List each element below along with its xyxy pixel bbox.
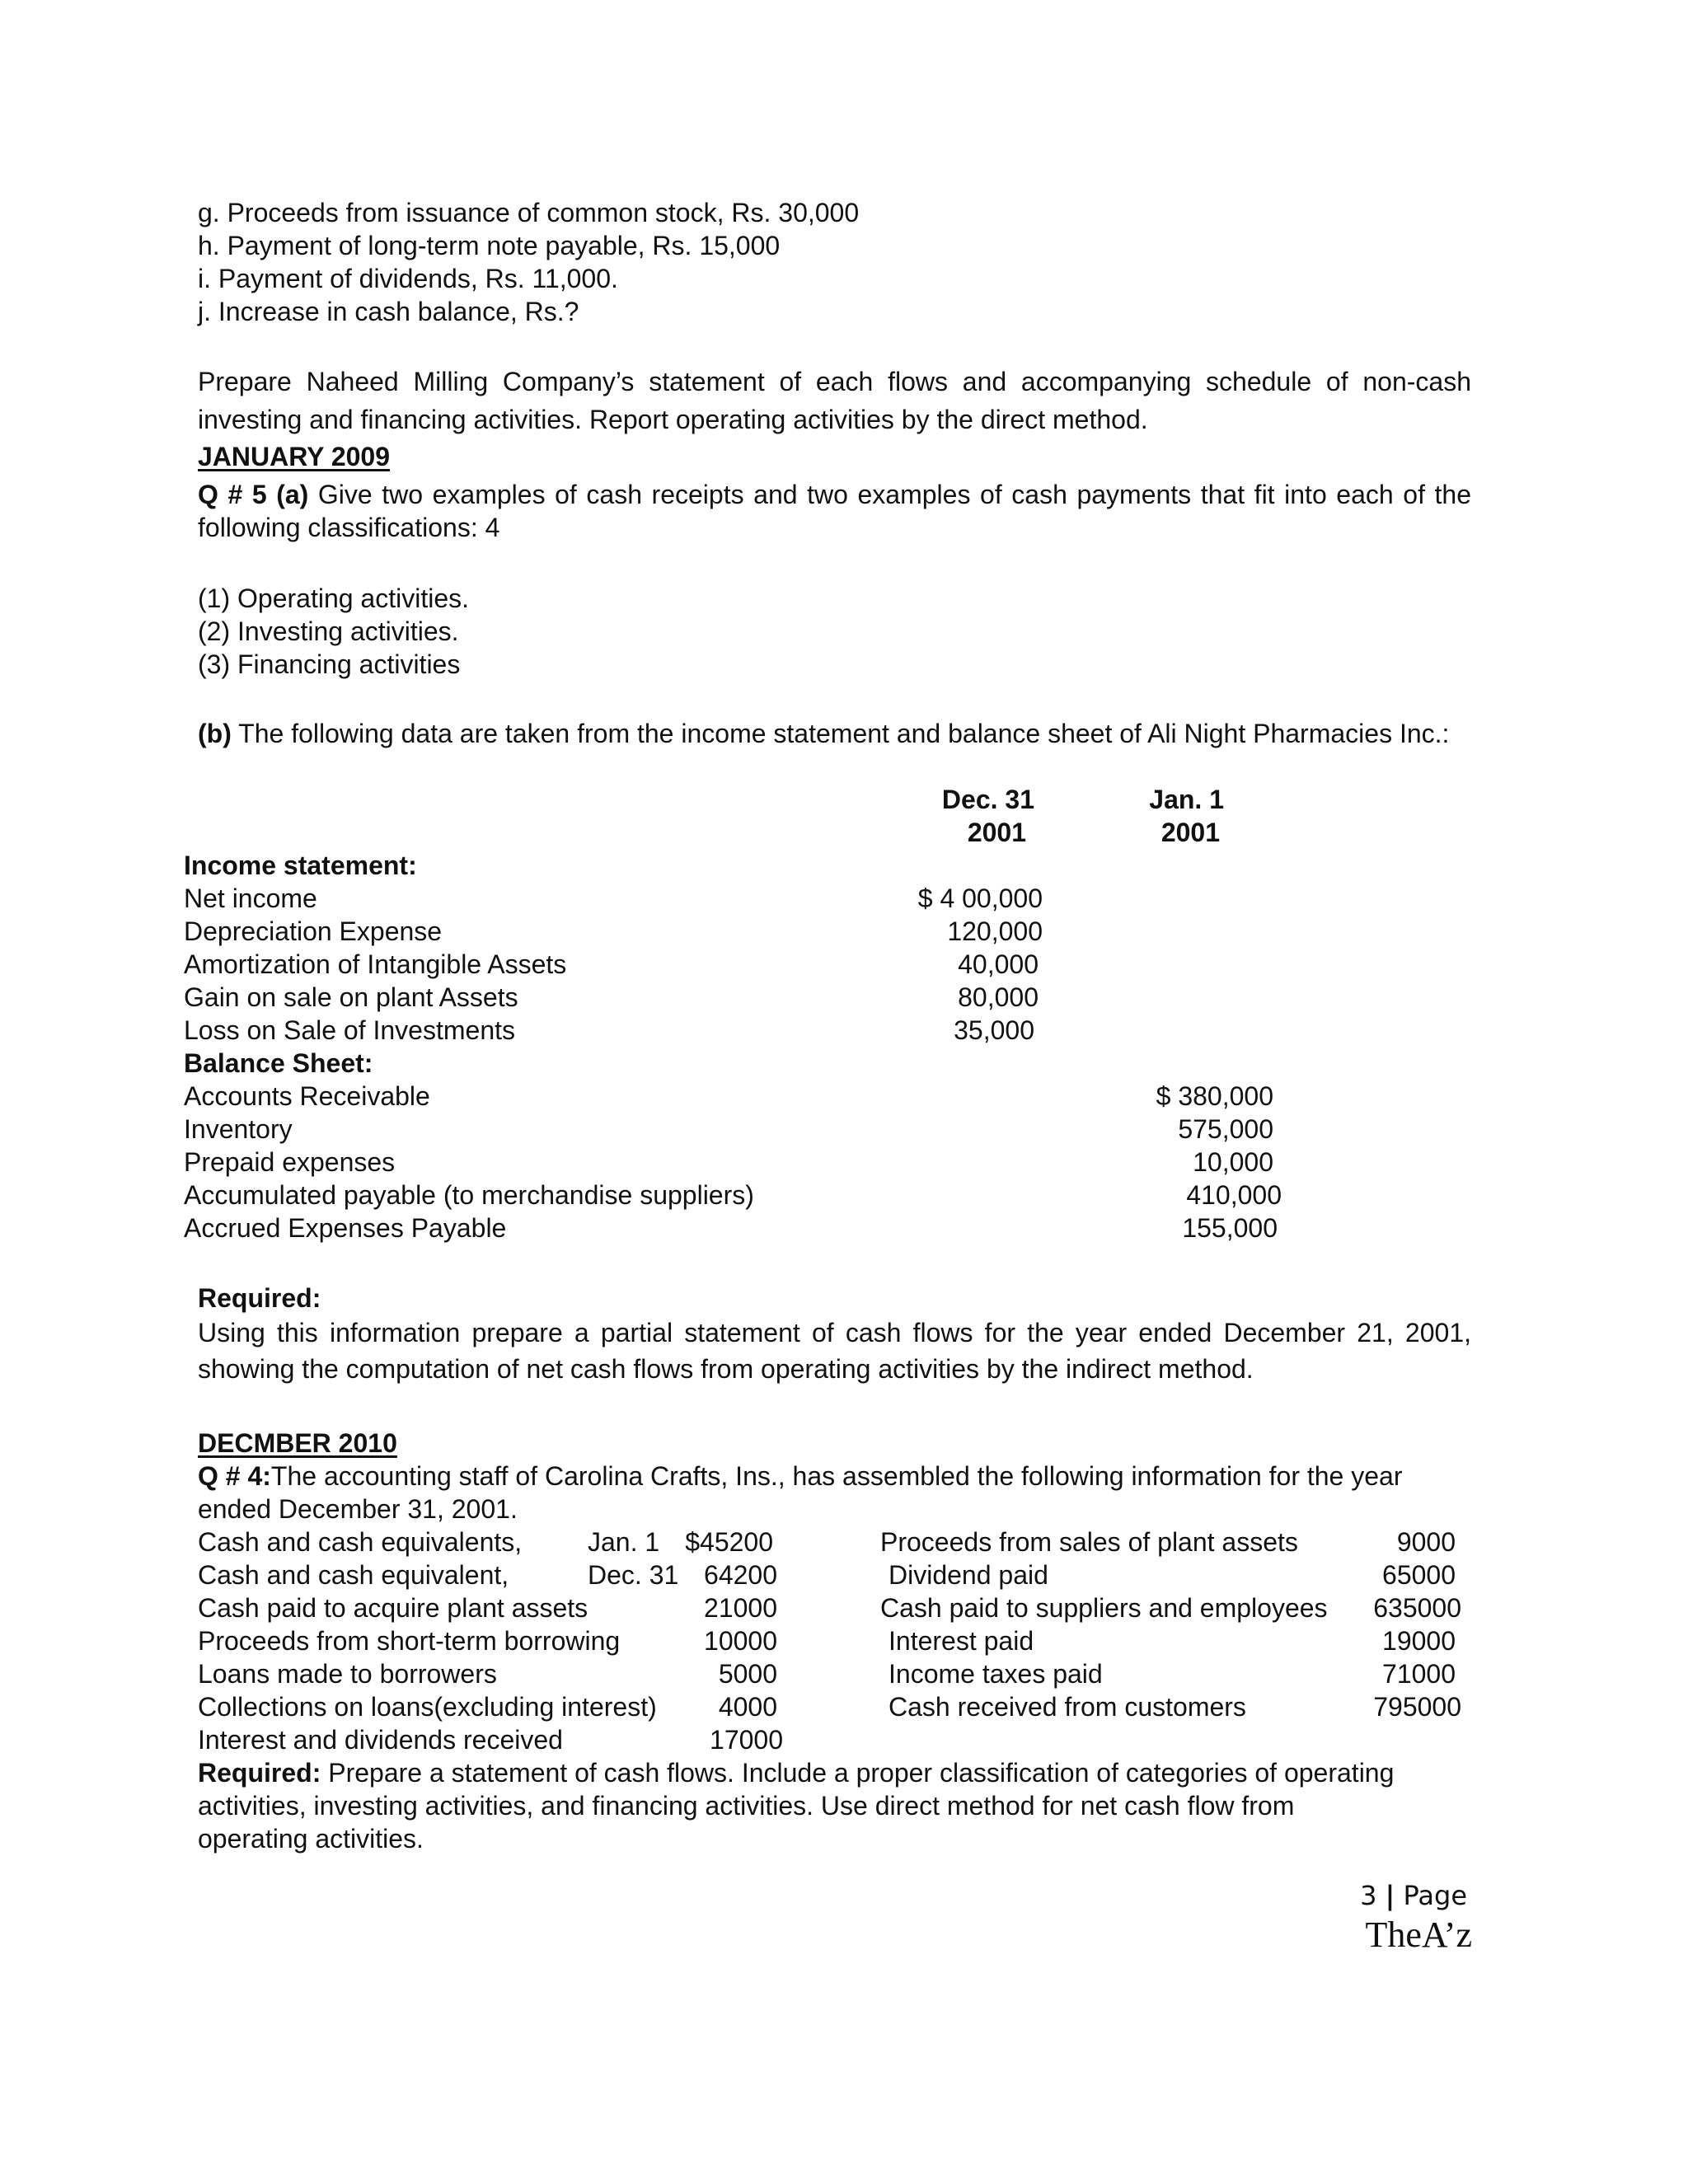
- income-row-value: 80,000: [958, 982, 1039, 1012]
- intro-item-g: g. Proceeds from issuance of common stock, Rs. 30,000: [198, 198, 860, 227]
- income-row-label: Net income: [184, 883, 317, 913]
- balance-row-value: 575,000: [1178, 1114, 1273, 1144]
- left-row-value: 4000: [718, 1692, 777, 1722]
- page-footer: [1236, 1879, 1467, 1912]
- column-header-dec-year: 2001: [967, 818, 1026, 847]
- question-5a: [198, 478, 1471, 544]
- question-5b-label: (b): [198, 719, 232, 748]
- question-4-text: The accounting staff of Carolina Crafts, Ins., has assembled the following information for the year: [270, 1461, 1403, 1491]
- left-row-label: Cash and cash equivalent,: [198, 1560, 509, 1590]
- balance-row-value: 410,000: [1186, 1180, 1282, 1210]
- question-5a-text: Give two examples of cash receipts and two examples of cash payments that fit into each of the following classifications: 4: [198, 480, 1472, 542]
- income-row-label: Amortization of Intangible Assets: [184, 949, 567, 979]
- column-header-dec-31: Dec. 31: [941, 785, 1034, 814]
- income-row-value: 35,000: [954, 1015, 1034, 1045]
- question-4-line1: [198, 1460, 1402, 1493]
- left-row-date: Dec. 31: [588, 1560, 679, 1590]
- balance-row-label: Accumulated payable (to merchandise suppliers): [184, 1180, 754, 1210]
- balance-row-value: 155,000: [1182, 1213, 1278, 1243]
- required-text-jan-2009: Using this information prepare a partial statement of cash flows for the year ended December 21, 2001, showing the computation of net cash flows from operating activities by the indirect method.: [198, 1318, 1471, 1384]
- right-row-label: Proceeds from sales of plant assets: [880, 1527, 1298, 1557]
- right-row-value: 795000: [1373, 1692, 1461, 1722]
- right-row-value: 635000: [1373, 1593, 1461, 1623]
- section-heading-dec-2010: DECMBER 2010: [198, 1428, 397, 1458]
- column-header-jan-1: Jan. 1: [1149, 785, 1224, 814]
- required-label-dec-2010: Required:: [198, 1758, 321, 1788]
- question-4-line2: ended December 31, 2001.: [198, 1494, 518, 1524]
- required-text-dec-2010: Prepare a statement of cash flows. Include a proper classification of categories of operating: [321, 1758, 1395, 1788]
- page-word: Page: [1403, 1880, 1467, 1911]
- left-row-value: 10000: [704, 1626, 777, 1656]
- classification-financing: (3) Financing activities: [198, 649, 461, 679]
- balance-sheet-heading: Balance Sheet:: [184, 1048, 373, 1078]
- required-label-jan-2009: Required:: [198, 1283, 321, 1313]
- right-row-value: 9000: [1396, 1527, 1456, 1557]
- right-row-label: Dividend paid: [889, 1560, 1048, 1590]
- classification-operating: (1) Operating activities.: [198, 583, 470, 613]
- classification-investing: (2) Investing activities.: [198, 616, 459, 646]
- brand-mark: TheA’z: [1365, 1915, 1472, 1955]
- balance-row-label: Accounts Receivable: [184, 1081, 430, 1111]
- intro-item-h: h. Payment of long-term note payable, Rs. 15,000: [198, 231, 781, 260]
- right-row-value: 71000: [1382, 1659, 1456, 1689]
- income-row-label: Depreciation Expense: [184, 916, 443, 946]
- section-heading-jan-2009: JANUARY 2009: [198, 442, 390, 471]
- right-row-label: Interest paid: [889, 1626, 1034, 1656]
- left-row-value: 17000: [710, 1725, 783, 1755]
- income-row-label: Gain on sale on plant Assets: [184, 982, 518, 1012]
- left-row-value: $45200: [685, 1527, 773, 1557]
- question-5b: [198, 717, 1471, 750]
- column-header-jan-year: 2001: [1160, 818, 1220, 847]
- right-row-value: 65000: [1382, 1560, 1456, 1590]
- intro-item-i: i. Payment of dividends, Rs. 11,000.: [198, 264, 618, 293]
- income-row-value: 120,000: [947, 916, 1043, 946]
- question-5b-text: The following data are taken from the income statement and balance sheet of Ali Night Pharmacies Inc.:: [231, 719, 1450, 748]
- income-statement-heading: Income statement:: [184, 851, 417, 880]
- left-row-label: Interest and dividends received: [198, 1725, 563, 1755]
- right-row-value: 19000: [1382, 1626, 1456, 1656]
- required-dec-2010-line1: [198, 1756, 1394, 1789]
- left-row-value: 21000: [704, 1593, 777, 1623]
- left-row-label: Proceeds from short-term borrowing: [198, 1626, 621, 1656]
- balance-row-label: Prepaid expenses: [184, 1147, 396, 1177]
- required-dec-2010-line2: activities, investing activities, and financing activities. Use direct method for net cash flow from: [198, 1791, 1295, 1821]
- income-row-value: $ 4 00,000: [917, 883, 1043, 913]
- left-row-label: Cash and cash equivalents,: [198, 1527, 523, 1557]
- right-row-label: Cash paid to suppliers and employees: [880, 1593, 1328, 1623]
- left-row-value: 5000: [718, 1659, 777, 1689]
- income-row-label: Loss on Sale of Investments: [184, 1015, 515, 1045]
- balance-row-value: $ 380,000: [1156, 1081, 1273, 1111]
- question-5a-label: Q # 5 (a): [198, 480, 309, 509]
- prepare-paragraph: Prepare Naheed Milling Company’s statement of each flows and accompanying schedule of non-cash investing and financing activities. Report operating activities by the direct method.: [198, 367, 1471, 434]
- right-row-label: Income taxes paid: [889, 1659, 1103, 1689]
- left-row-label: Cash paid to acquire plant assets: [198, 1593, 588, 1623]
- left-row-value: 64200: [704, 1560, 777, 1590]
- balance-row-label: Accrued Expenses Payable: [184, 1213, 507, 1243]
- left-row-label: Loans made to borrowers: [198, 1659, 497, 1689]
- left-row-label: Collections on loans(excluding interest): [198, 1692, 657, 1722]
- right-row-label: Cash received from customers: [889, 1692, 1246, 1722]
- required-dec-2010-line3: operating activities.: [198, 1824, 424, 1854]
- page-separator: |: [1385, 1880, 1395, 1911]
- page-number: 3: [1360, 1880, 1377, 1911]
- question-4-label: Q # 4:: [198, 1461, 271, 1491]
- left-row-date: Jan. 1: [588, 1527, 660, 1557]
- balance-row-value: 10,000: [1193, 1147, 1273, 1177]
- intro-item-j: j. Increase in cash balance, Rs.?: [198, 297, 579, 326]
- balance-row-label: Inventory: [184, 1114, 293, 1144]
- income-row-value: 40,000: [958, 949, 1039, 979]
